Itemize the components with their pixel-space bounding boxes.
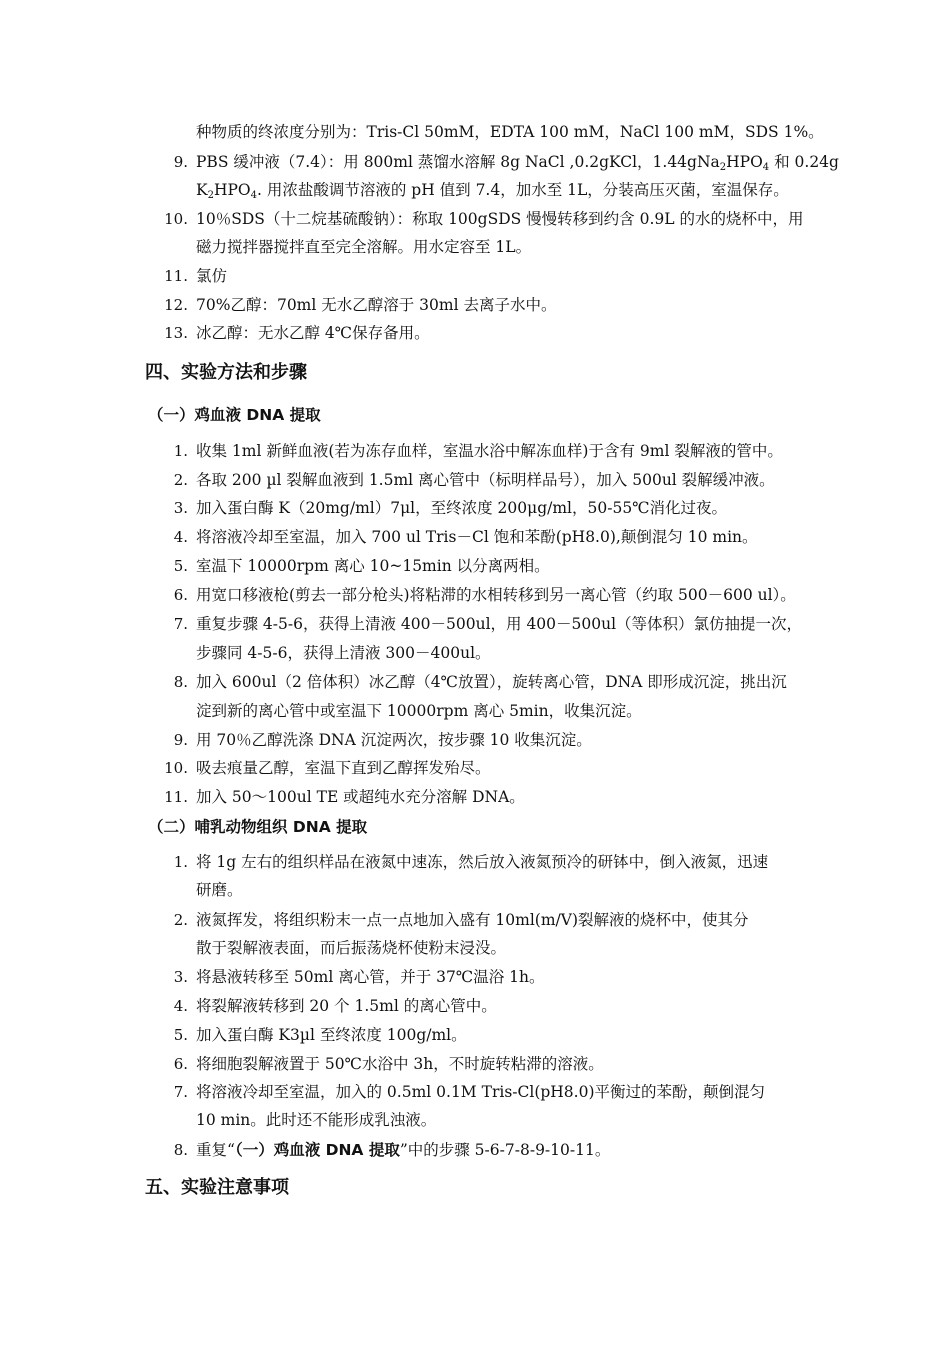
blood-step-8-line-2: 淀到新的离心管中或室温下 10000rpm 离心 5min，收集沉淀。 (196, 702, 642, 720)
reagent-10-line-2: 磁力搅拌器搅拌直至完全溶解。用水定容至 1L。 (196, 238, 532, 256)
blood-step-11: 加入 50～100ul TE 或超纯水充分溶解 DNA。 (196, 788, 525, 806)
step-number: 2. (173, 911, 188, 929)
reagent-number: 9. (173, 153, 188, 171)
tissue-step-2-line-1: 液氮挥发，将组织粉末一点一点地加入盛有 10ml(m/V)裂解液的烧杯中，使其分 (196, 911, 749, 929)
step-number: 4. (173, 997, 188, 1015)
blood-step-3: 加入蛋白酶 K（20mg/ml）7μl，至终浓度 200μg/ml，50-55℃消化过夜。 (196, 499, 728, 517)
step-number: 10. (164, 759, 188, 777)
blood-step-7-line-1: 重复步骤 4-5-6，获得上清液 400－500ul，用 400－500ul（等体积）氯仿抽提一次， (196, 615, 803, 633)
step-number: 8. (173, 1141, 188, 1159)
reagent-10-line-1: 10％SDS（十二烷基硫酸钠）：称取 100gSDS 慢慢转移到约含 0.9L 的水的烧杯中，用 (196, 210, 804, 228)
reagent-9-line-2: $K_2HPO_4$. 用浓盐酸调节溶液的 pH 值到 7.4，加水至 1L，分装高压灭菌，室温保存。 (196, 181, 789, 201)
reagent-number: 11. (164, 267, 188, 285)
step-number: 6. (173, 586, 188, 604)
blood-step-4: 将溶液冷却至室温，加入 700 ul Tris－Cl 饱和苯酚(pH8.0),颠倒混匀 10 min。 (196, 528, 758, 546)
step-number: 11. (164, 788, 188, 806)
blood-step-9: 用 70％乙醇洗涤 DNA 沉淀两次，按步骤 10 收集沉淀。 (196, 731, 592, 749)
reagent-8-continuation: 种物质的终浓度分别为：Tris-Cl 50mM，EDTA 100 mM，NaCl 100 mM，SDS 1%。 (196, 123, 824, 141)
reagent-13: 冰乙醇：无水乙醇 4℃保存备用。 (196, 324, 430, 342)
blood-step-6: 用宽口移液枪(剪去一部分枪头)将粘滞的水相转移到另一离心管（约取 500－600 ul）。 (196, 586, 796, 604)
subsection-1-heading: （一）鸡血液 DNA 提取 (148, 406, 321, 424)
tissue-step-8: 重复“（一）鸡血液 DNA 提取”中的步骤 5-6-7-8-9-10-11。 (196, 1141, 611, 1159)
tissue-step-1-line-2: 研磨。 (196, 881, 243, 899)
step-number: 1. (173, 853, 188, 871)
step-number: 7. (173, 1083, 188, 1101)
section-5-heading: 五、实验注意事项 (145, 1177, 289, 1198)
step-number: 2. (173, 471, 188, 489)
section-4-heading: 四、实验方法和步骤 (145, 362, 307, 383)
step-number: 5. (173, 1026, 188, 1044)
step-number: 3. (173, 499, 188, 517)
blood-step-5: 室温下 10000rpm 离心 10~15min 以分离两相。 (196, 557, 550, 575)
tissue-step-7-line-2: 10 min。此时还不能形成乳浊液。 (196, 1111, 437, 1129)
reagent-number: 12. (164, 296, 188, 314)
blood-step-10: 吸去痕量乙醇，室温下直到乙醇挥发殆尽。 (196, 759, 491, 777)
reagent-number: 13. (164, 324, 188, 342)
reagent-12: 70%乙醇：70ml 无水乙醇溶于 30ml 去离子水中。 (196, 296, 557, 314)
tissue-step-6: 将细胞裂解液置于 50℃水浴中 3h，不时旋转粘滞的溶液。 (196, 1055, 604, 1073)
blood-step-7-line-2: 步骤同 4-5-6，获得上清液 300－400ul。 (196, 644, 491, 662)
tissue-step-7-line-1: 将溶液冷却至室温，加入的 0.5ml 0.1M Tris-Cl(pH8.0)平衡过的苯酚，颠倒混匀 (196, 1083, 766, 1101)
step-number: 3. (173, 968, 188, 986)
step-number: 7. (173, 615, 188, 633)
step-number: 4. (173, 528, 188, 546)
reagent-11: 氯仿 (196, 267, 228, 285)
tissue-step-2-line-2: 散于裂解液表面，而后振荡烧杯使粉末浸没。 (196, 939, 507, 957)
step-number: 8. (173, 673, 188, 691)
tissue-step-1-line-1: 将 1g 左右的组织样品在液氮中速冻，然后放入液氮预冷的研钵中，倒入液氮，迅速 (196, 853, 769, 871)
reagent-number: 10. (164, 210, 188, 228)
blood-step-8-line-1: 加入 600ul（2 倍体积）冰乙醇（4℃放置），旋转离心管，DNA 即形成沉淀，挑出沉 (196, 673, 787, 691)
tissue-step-4: 将裂解液转移到 20 个 1.5ml 的离心管中。 (196, 997, 497, 1015)
blood-step-1: 收集 1ml 新鲜血液(若为冻存血样，室温水浴中解冻血样)于含有 9ml 裂解液的管中。 (196, 442, 783, 460)
step-number: 5. (173, 557, 188, 575)
step-number: 1. (173, 442, 188, 460)
step-number: 6. (173, 1055, 188, 1073)
tissue-step-3: 将悬液转移至 50ml 离心管，并于 37℃温浴 1h。 (196, 968, 545, 986)
reagent-9-line-1: PBS 缓冲液（7.4）：用 800ml 蒸馏水溶解 8g NaCl ,0.2gKCl，$1.44gNa_2HPO_4$ 和 0.24g (196, 153, 839, 173)
subsection-2-heading: （二）哺乳动物组织 DNA 提取 (148, 818, 368, 836)
step-number: 9. (173, 731, 188, 749)
tissue-step-5: 加入蛋白酶 K3µl 至终浓度 100g/ml。 (196, 1026, 467, 1044)
blood-step-2: 各取 200 µl 裂解血液到 1.5ml 离心管中（标明样品号），加入 500ul 裂解缓冲液。 (196, 471, 775, 489)
